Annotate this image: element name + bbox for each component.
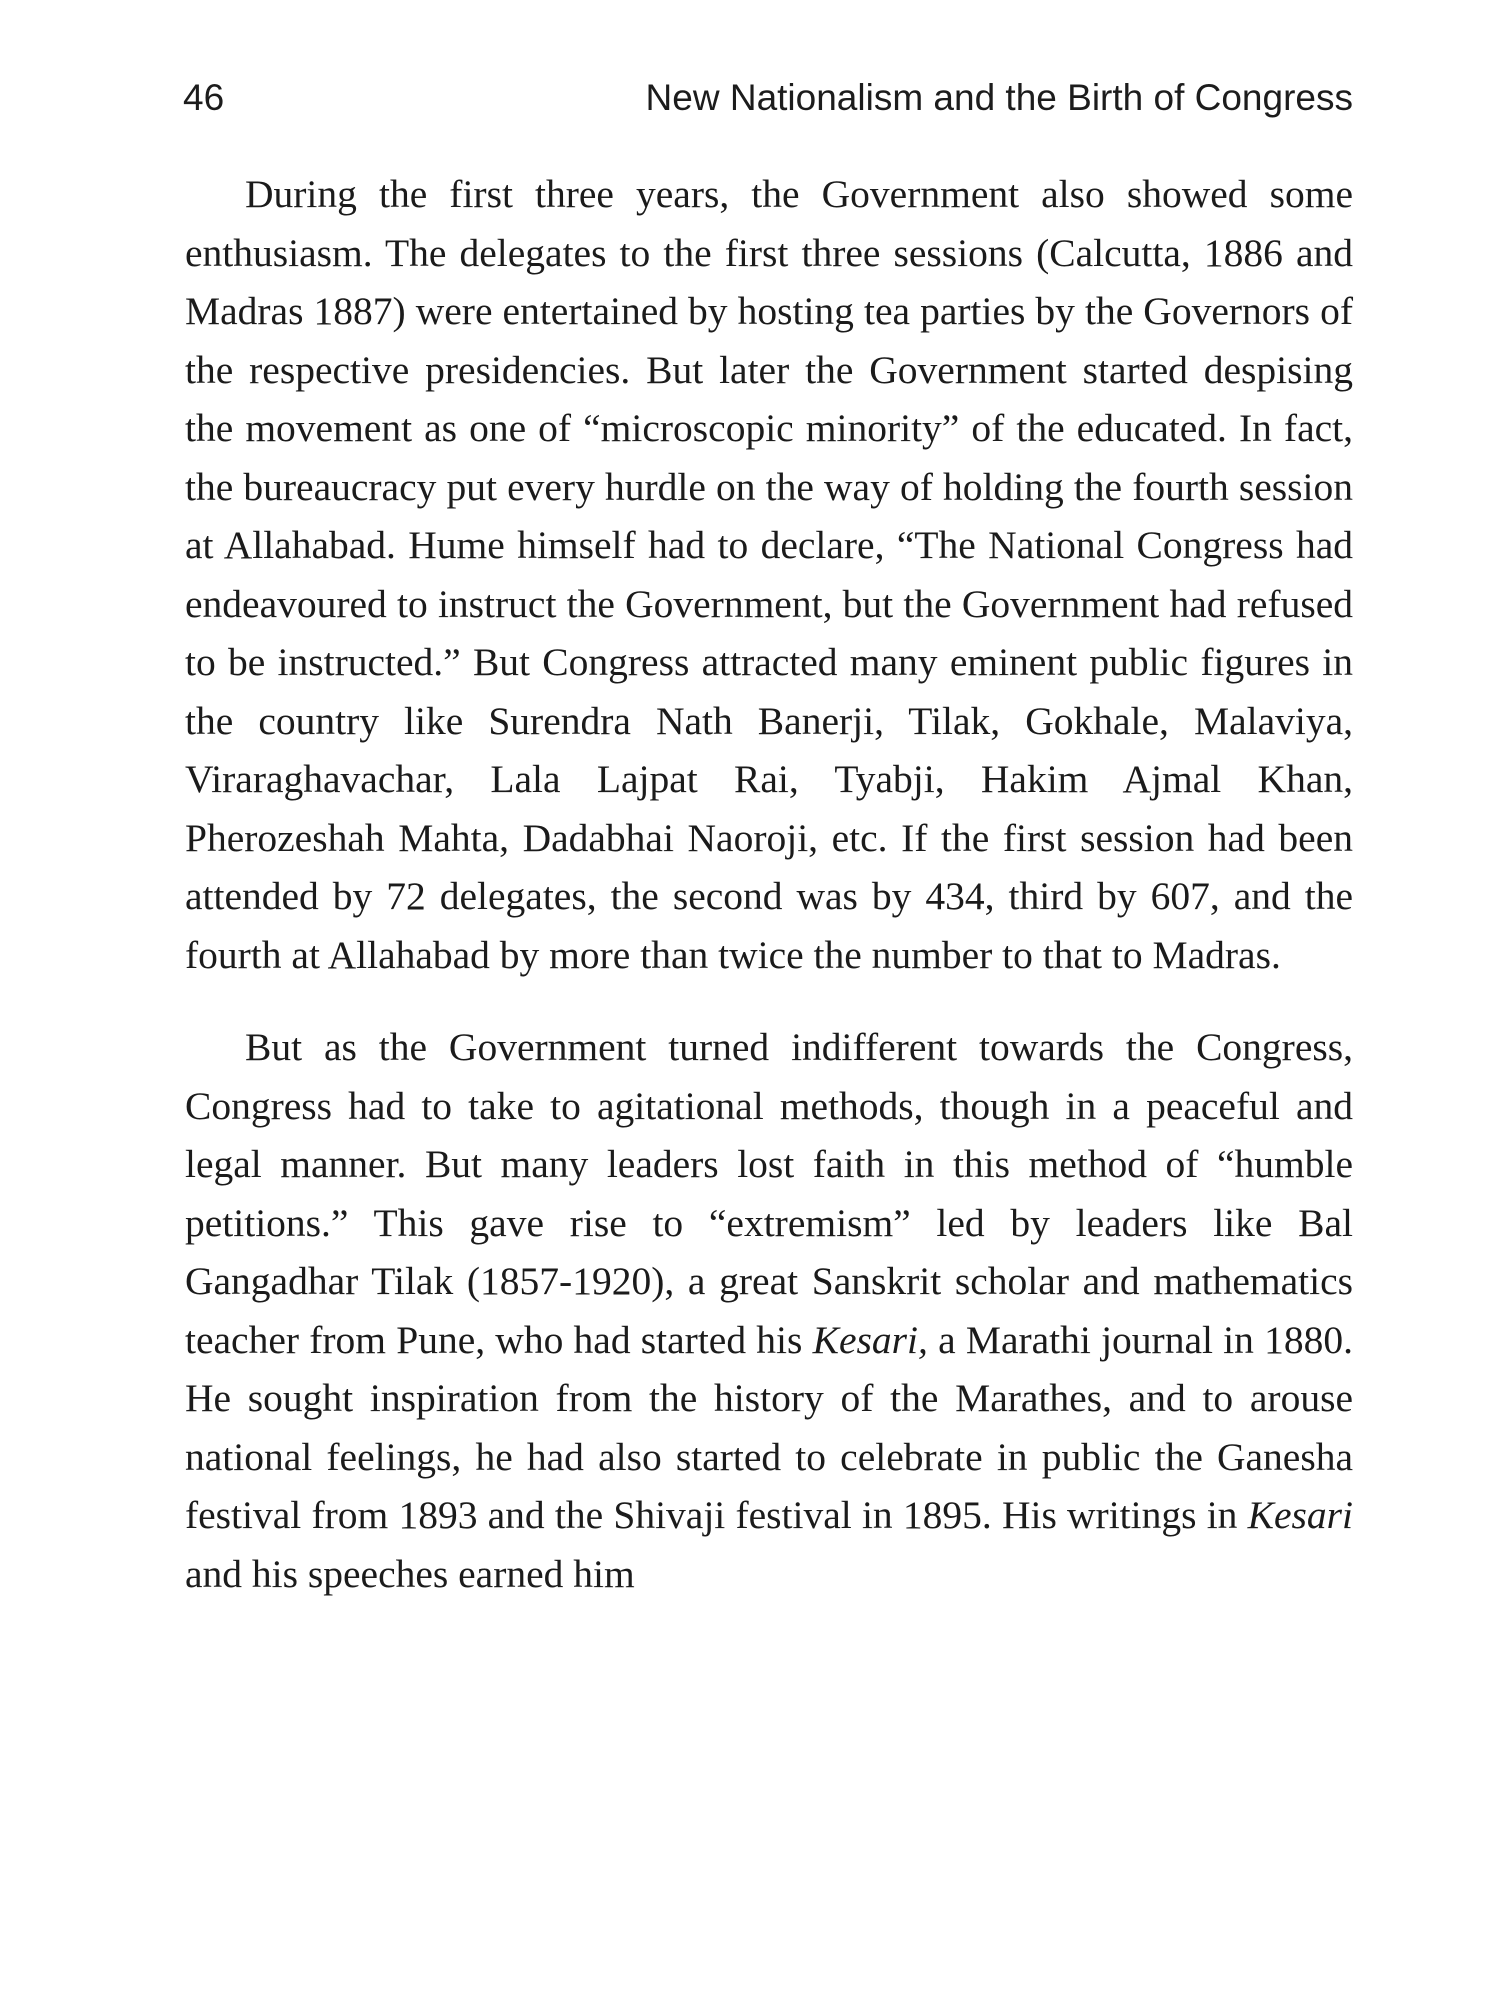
page-header bbox=[183, 72, 1353, 124]
running-title: New Nationalism and the Birth of Congress bbox=[645, 77, 1353, 118]
paragraph-1: During the first three years, the Government also showed some enthusiasm. The delegates to the first three sessions (Calcutta, 1886 and Madras 1887) were entertained by hosting tea parties by the Governors of the respective presidencies. But later the Government started despising the movement as one of “microscopic minority” of the educated. In fact, the bureaucracy put every hurdle on the way of holding the fourth session at Allahabad. Hume himself had to declare, “The National Congress had endeavoured to instruct the Government, but the Government had refused to be instructed.” But Congress attracted many eminent public figures in the country like Surendra Nath Banerji, Tilak, Gokhale, Malaviya, Viraraghavachar, Lala Lajpat Rai, Tyabji, Hakim Ajmal Khan, Pherozeshah Mahta, Dadabhai Naoroji, etc. If the first session had been attended by 72 delegates, the second was by 434, third by 607, and the fourth at Allahabad by more than twice the number to that to Madras. bbox=[185, 172, 1353, 977]
page-number: 46 bbox=[183, 77, 225, 118]
paragraph-2 bbox=[185, 1018, 1353, 1603]
kesari-italic-2: Kesari bbox=[1247, 1493, 1353, 1537]
body-text bbox=[185, 165, 1353, 1603]
paragraph-2-part-3: and his speeches earned him bbox=[185, 1551, 635, 1596]
paragraph-2-part-2: a Marathi journal in 1880. He sought inspiration from the history of the Marathes, and to arouse national feelings, he had also started to celebrate in public the Ganesha festival from 1893 and the Shivaji festival in 1895. His writings in bbox=[185, 1317, 1353, 1537]
paragraph-2-part-1: But as the Government turned indifferent towards the Congress, Congress had to take to agitational methods, though in a peaceful and legal manner. But many leaders lost faith in this method of “humble petitions.” This gave rise to “extremism” led by leaders like Bal Gangadhar Tilak (1857-1920), a great Sanskrit scholar and mathematics teacher from Pune, who had started his bbox=[185, 1025, 1353, 1362]
kesari-italic-1: Kesari, bbox=[812, 1317, 928, 1362]
